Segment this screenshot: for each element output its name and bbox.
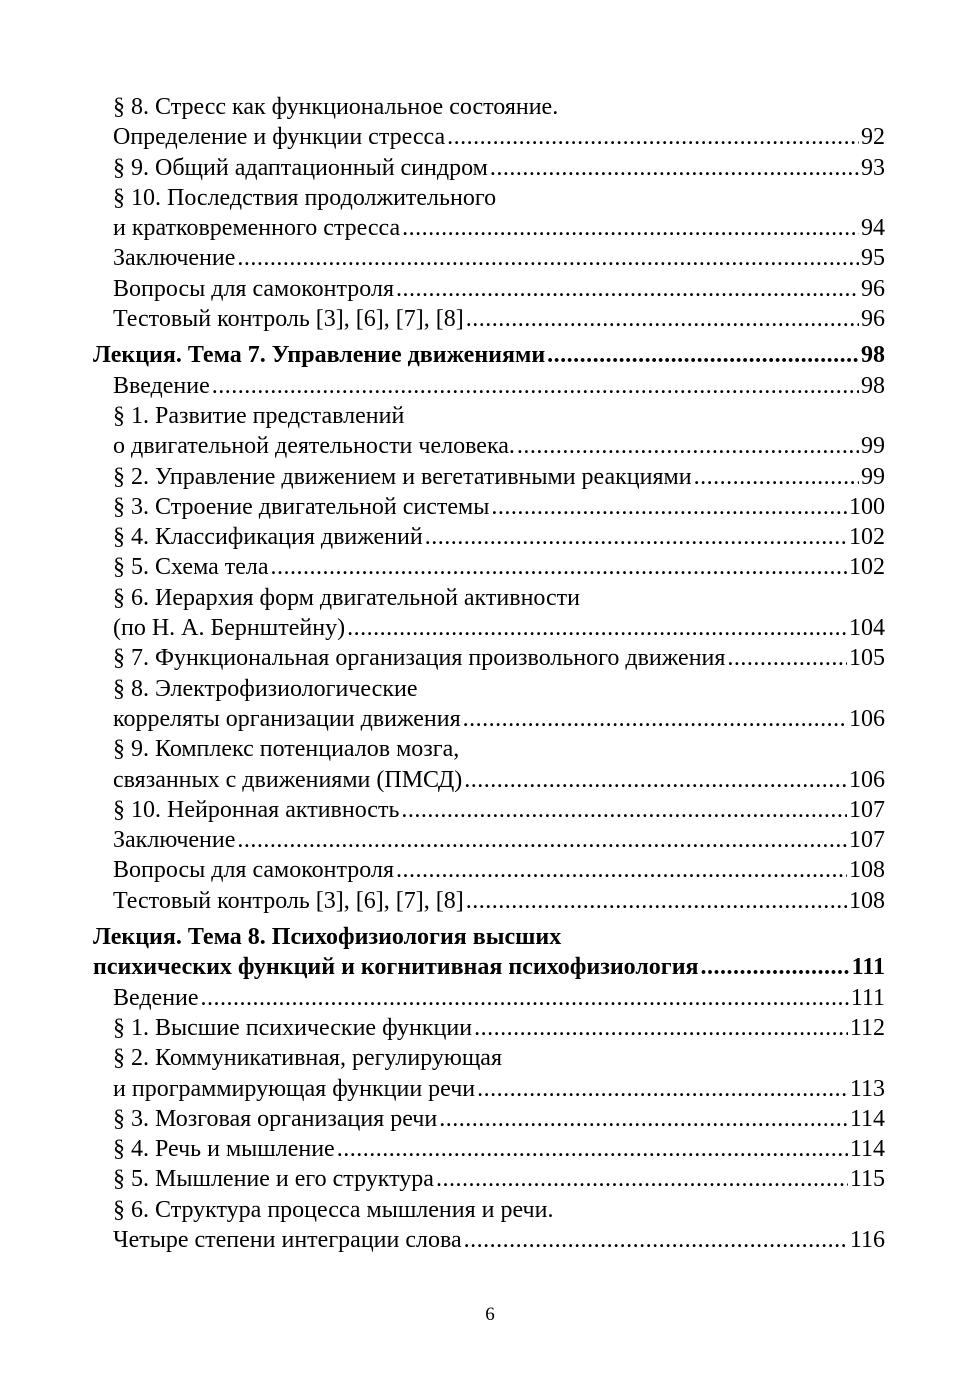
dot-leader bbox=[212, 371, 859, 401]
toc-entry-title: § 5. Схема тела bbox=[113, 554, 269, 581]
toc-entry[interactable] bbox=[93, 243, 885, 273]
toc-page-number: 111 bbox=[851, 954, 885, 981]
dot-leader bbox=[694, 462, 859, 492]
toc-page-number: 115 bbox=[849, 1166, 885, 1193]
toc-entry[interactable] bbox=[93, 765, 885, 795]
toc-entry[interactable] bbox=[93, 462, 885, 492]
toc-entry-line: § 10. Последствия продолжительного bbox=[113, 184, 497, 211]
toc-page-number: 96 bbox=[861, 306, 885, 333]
dot-leader bbox=[201, 983, 849, 1013]
toc-entry[interactable] bbox=[93, 153, 885, 183]
toc-page-number: 95 bbox=[861, 245, 885, 272]
toc-entry-title: Заключение bbox=[113, 245, 236, 272]
toc-entry-title: § 3. Мозговая организация речи bbox=[113, 1105, 438, 1132]
toc-entry[interactable] bbox=[93, 704, 885, 734]
page-number: 6 bbox=[485, 1304, 495, 1325]
toc-entry-title: корреляты организации движения bbox=[113, 705, 461, 732]
toc-entry-title: Определение и функции стресса bbox=[113, 124, 446, 151]
toc-entry[interactable] bbox=[93, 1164, 885, 1194]
table-of-contents bbox=[93, 92, 885, 1255]
dot-leader bbox=[436, 1164, 848, 1194]
toc-entry-line: § 9. Комплекс потенциалов мозга, bbox=[113, 736, 460, 763]
dot-leader bbox=[727, 643, 847, 673]
toc-entry-title: и программирующая функции речи bbox=[113, 1075, 476, 1102]
toc-page-number: 98 bbox=[861, 372, 885, 399]
toc-lecture-heading[interactable] bbox=[93, 340, 885, 370]
toc-entry-title: § 5. Мышление и его структура bbox=[113, 1166, 434, 1193]
toc-entry-title: § 2. Управление движением и вегетативными реакциями bbox=[113, 463, 692, 490]
dot-leader bbox=[463, 704, 847, 734]
toc-entry[interactable] bbox=[93, 613, 885, 643]
toc-entry[interactable] bbox=[93, 213, 885, 243]
toc-entry[interactable] bbox=[93, 1225, 885, 1255]
toc-page-number: 105 bbox=[849, 645, 885, 672]
dot-leader bbox=[237, 243, 859, 273]
toc-entry-title: § 4. Речь и мышление bbox=[113, 1136, 335, 1163]
toc-entry[interactable] bbox=[93, 304, 885, 334]
toc-page-number: 114 bbox=[849, 1136, 885, 1163]
toc-entry-title: Введение bbox=[113, 372, 210, 399]
toc-page-number: 106 bbox=[849, 705, 885, 732]
dot-leader bbox=[701, 952, 850, 982]
toc-page-number: 106 bbox=[849, 766, 885, 793]
dot-leader bbox=[337, 1134, 848, 1164]
toc-entry-line: § 8. Электрофизиологические bbox=[113, 675, 418, 702]
toc-entry-line: § 1. Развитие представлений bbox=[113, 402, 405, 429]
dot-leader bbox=[517, 431, 859, 461]
toc-entry[interactable] bbox=[93, 122, 885, 152]
dot-leader bbox=[466, 304, 859, 334]
toc-page-number: 99 bbox=[861, 463, 885, 490]
toc-entry-title: Лекция. Тема 7. Управление движениями bbox=[93, 342, 546, 369]
toc-page-number: 113 bbox=[849, 1075, 885, 1102]
toc-page-number: 93 bbox=[861, 154, 885, 181]
toc-entry-title: § 3. Строение двигательной системы bbox=[113, 493, 490, 520]
dot-leader bbox=[491, 492, 847, 522]
dot-leader bbox=[425, 522, 847, 552]
toc-page-number: 102 bbox=[849, 524, 885, 551]
dot-leader bbox=[402, 213, 859, 243]
toc-entry-title: (по Н. А. Бернштейну) bbox=[113, 615, 346, 642]
dot-leader bbox=[477, 1074, 848, 1104]
toc-entry-title: § 7. Функциональная организация произвольного движения bbox=[113, 645, 726, 672]
toc-page-number: 114 bbox=[849, 1105, 885, 1132]
dot-leader bbox=[401, 795, 847, 825]
toc-entry[interactable] bbox=[93, 1013, 885, 1043]
toc-entry-title: § 10. Нейронная активность bbox=[113, 796, 400, 823]
toc-entry-title: Заключение bbox=[113, 827, 236, 854]
dot-leader bbox=[396, 855, 847, 885]
toc-entry-title: Ведение bbox=[113, 984, 199, 1011]
toc-entry[interactable] bbox=[93, 1134, 885, 1164]
toc-entry-title: § 4. Классификация движений bbox=[113, 524, 423, 551]
toc-page-number: 116 bbox=[849, 1226, 885, 1253]
toc-entry-line: § 8. Стресс как функциональное состояние. bbox=[113, 94, 559, 120]
toc-entry-title: и кратковременного стресса bbox=[113, 215, 401, 242]
toc-entry[interactable] bbox=[93, 643, 885, 673]
toc-page-number: 99 bbox=[861, 433, 885, 460]
toc-entry[interactable] bbox=[93, 855, 885, 885]
dot-leader bbox=[439, 1104, 848, 1134]
toc-entry-title: Тестовый контроль [3], [6], [7], [8] bbox=[113, 306, 464, 333]
dot-leader bbox=[271, 552, 847, 582]
toc-entry-line: § 2. Коммуникативная, регулирующая bbox=[113, 1045, 502, 1072]
toc-page-number: 107 bbox=[849, 796, 885, 823]
toc-entry[interactable] bbox=[93, 1074, 885, 1104]
toc-entry[interactable] bbox=[93, 886, 885, 916]
toc-entry-line: § 6. Структура процесса мышления и речи. bbox=[113, 1196, 554, 1223]
toc-entry[interactable] bbox=[93, 795, 885, 825]
toc-entry[interactable] bbox=[93, 431, 885, 461]
toc-entry-title: психических функций и когнитивная психофизиология bbox=[93, 954, 699, 981]
toc-lecture-heading-line: Лекция. Тема 8. Психофизиология высших bbox=[93, 924, 562, 951]
toc-entry[interactable] bbox=[93, 522, 885, 552]
toc-page-number: 96 bbox=[861, 275, 885, 302]
toc-entry-title: Тестовый контроль [3], [6], [7], [8] bbox=[113, 887, 464, 914]
toc-page-number: 108 bbox=[849, 857, 885, 884]
toc-entry[interactable] bbox=[93, 983, 885, 1013]
toc-page-number: 108 bbox=[849, 887, 885, 914]
toc-entry[interactable] bbox=[93, 825, 885, 855]
dot-leader bbox=[466, 886, 847, 916]
toc-entry[interactable] bbox=[93, 274, 885, 304]
toc-page-number: 94 bbox=[861, 215, 885, 242]
toc-entry[interactable] bbox=[93, 492, 885, 522]
dot-leader bbox=[490, 153, 859, 183]
dot-leader bbox=[547, 340, 859, 370]
toc-page-number: 98 bbox=[861, 342, 885, 369]
toc-entry[interactable] bbox=[93, 552, 885, 582]
toc-entry[interactable] bbox=[93, 371, 885, 401]
toc-entry[interactable] bbox=[93, 1104, 885, 1134]
toc-entry-title: Четыре степени интеграции слова bbox=[113, 1226, 462, 1253]
toc-page-number: 104 bbox=[849, 615, 885, 642]
toc-entry-title: § 9. Общий адаптационный синдром bbox=[113, 154, 488, 181]
toc-page-number: 111 bbox=[850, 984, 885, 1011]
toc-lecture-heading[interactable] bbox=[93, 952, 885, 982]
toc-entry-title: § 1. Высшие психические функции bbox=[113, 1014, 473, 1041]
toc-page-number: 112 bbox=[849, 1014, 885, 1041]
toc-entry-title: о двигательной деятельности человека. bbox=[113, 433, 515, 460]
toc-entry-title: Вопросы для самоконтроля bbox=[113, 857, 395, 884]
dot-leader bbox=[464, 1225, 848, 1255]
toc-page-number: 102 bbox=[849, 554, 885, 581]
dot-leader bbox=[347, 613, 847, 643]
toc-entry-line: § 6. Иерархия форм двигательной активности bbox=[113, 584, 580, 611]
toc-page-number: 107 bbox=[849, 827, 885, 854]
dot-leader bbox=[447, 122, 859, 152]
dot-leader bbox=[464, 765, 847, 795]
dot-leader bbox=[396, 274, 859, 304]
dot-leader bbox=[237, 825, 847, 855]
toc-page-number: 100 bbox=[849, 493, 885, 520]
dot-leader bbox=[474, 1013, 848, 1043]
toc-entry-title: Вопросы для самоконтроля bbox=[113, 275, 395, 302]
toc-page-number: 92 bbox=[861, 124, 885, 151]
toc-entry-title: связанных с движениями (ПМСД) bbox=[113, 766, 463, 793]
